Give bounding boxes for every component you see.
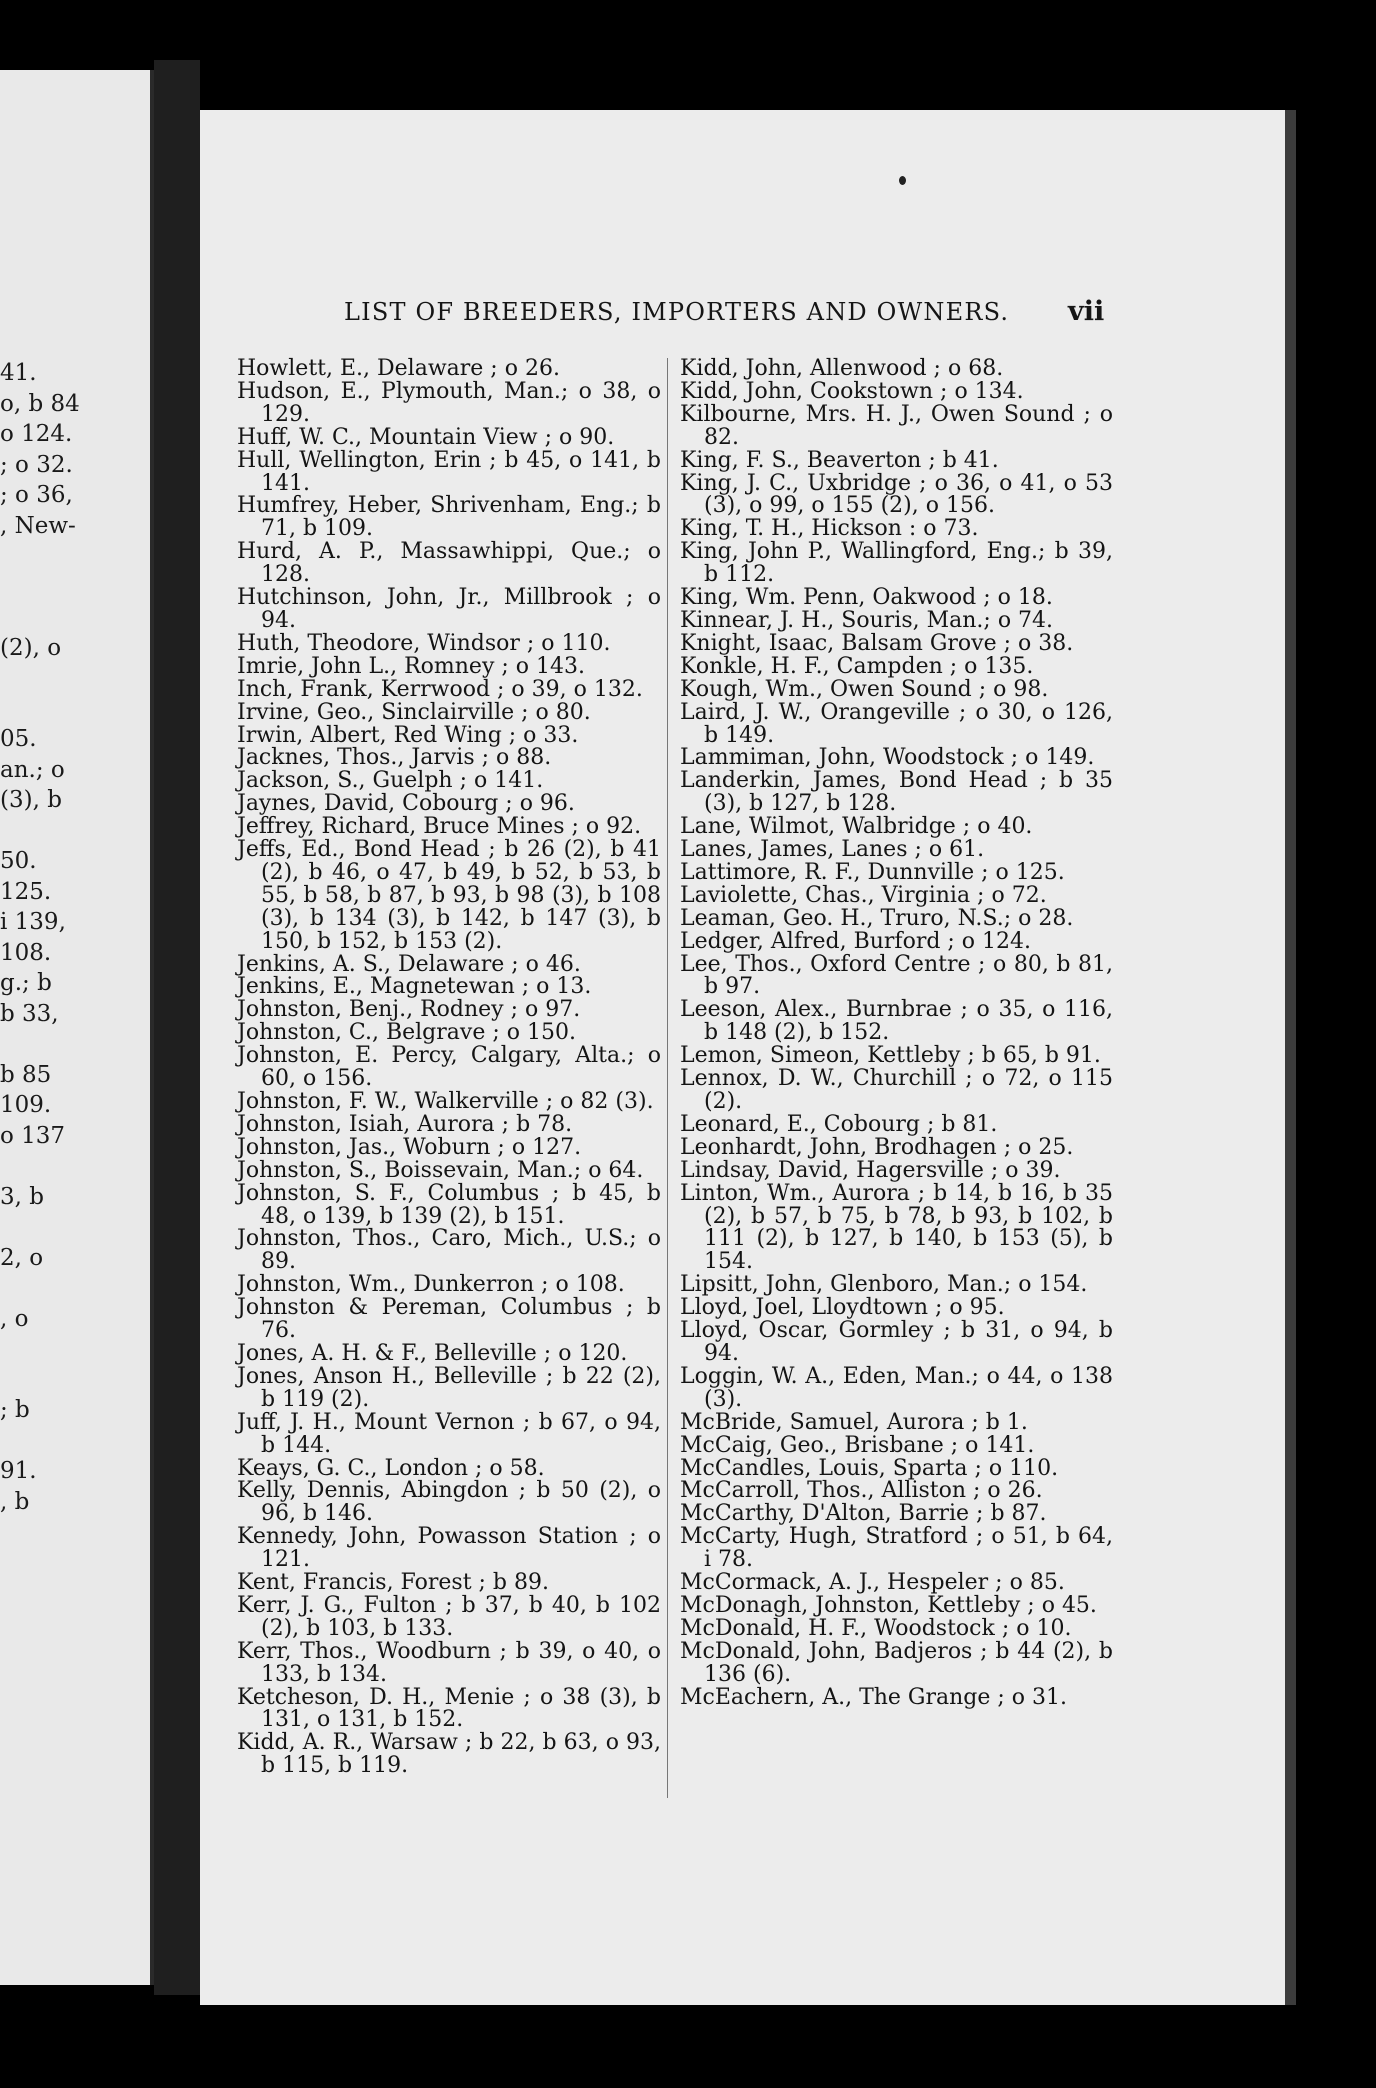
index-entry: Jaynes, David, Cobourg ; o 96. xyxy=(237,791,575,817)
facing-page-fragment xyxy=(0,694,148,725)
index-entry: Jeffs, Ed., Bond Head ; b 26 (2), b 41 (2), b 46, o 47, b 49, b 52, b 53, b 55, b 58, b 87, b 93, b 98 (3), b 108 (3), b 134 (3), b 142, b 147 (3), b 150, b 152, b 153 (2). xyxy=(237,837,661,954)
index-entry: Lindsay, David, Hagersville ; o 39. xyxy=(680,1157,1061,1183)
facing-page-edge xyxy=(0,70,154,1985)
index-entry: Lipsitt, John, Glenboro, Man.; o 154. xyxy=(680,1272,1088,1298)
facing-page-fragment: , b xyxy=(0,1488,30,1515)
facing-page-fragment: ; b xyxy=(0,1397,30,1423)
index-entry: Johnston, C., Belgrave ; o 150. xyxy=(237,1020,576,1046)
index-entry: Kilbourne, Mrs. H. J., Owen Sound ; o 82. xyxy=(680,401,1113,450)
index-entry: Lammiman, John, Woodstock ; o 149. xyxy=(680,745,1095,771)
index-entry: Kough, Wm., Owen Sound ; o 98. xyxy=(680,676,1049,702)
index-entry: Irwin, Albert, Red Wing ; o 33. xyxy=(237,722,579,748)
index-entry: Hutchinson, John, Jr., Millbrook ; o 94. xyxy=(237,585,661,633)
facing-page-fragment: ; o 36, xyxy=(0,482,73,508)
page-number: vii xyxy=(1068,296,1105,327)
facing-page-fragment: b 85 xyxy=(0,1061,52,1088)
index-entry: Lattimore, R. F., Dunnville ; o 125. xyxy=(680,859,1065,885)
index-entry: Johnston, Isiah, Aurora ; b 78. xyxy=(237,1111,573,1137)
facing-page-fragment: 125. xyxy=(0,878,52,905)
facing-page-fragment xyxy=(0,1365,148,1396)
index-entry: Laviolette, Chas., Virginia ; o 72. xyxy=(680,882,1047,908)
index-column-left xyxy=(237,358,661,1778)
index-entry: Lloyd, Oscar, Gormley ; b 31, o 94, b 94. xyxy=(680,1318,1113,1366)
index-entry: Johnston, S. F., Columbus ; b 45, b 48, o 139, b 139 (2), b 151. xyxy=(237,1180,661,1229)
facing-page-fragment: (2), o xyxy=(0,634,62,661)
index-entry: Lennox, D. W., Churchill ; o 72, o 115 (2). xyxy=(680,1066,1113,1114)
facing-page-fragment: 50. xyxy=(0,848,37,874)
facing-page-fragment: o 124. xyxy=(0,421,73,447)
index-entry: Jeffrey, Richard, Bruce Mines ; o 92. xyxy=(237,814,642,840)
index-entry: Kelly, Dennis, Abingdon ; b 50 (2), o 96, b 146. xyxy=(237,1478,661,1527)
index-entry: Jenkins, E., Magnetewan ; o 13. xyxy=(237,974,592,1000)
index-entry: Johnston, Jas., Woburn ; o 127. xyxy=(237,1134,582,1160)
book-gutter xyxy=(154,60,200,1995)
ink-spot xyxy=(899,176,906,185)
index-entry: Kidd, John, Cookstown ; o 134. xyxy=(680,378,1024,404)
index-entry: Leonard, E., Cobourg ; b 81. xyxy=(680,1111,998,1137)
index-entry: Johnston, F. W., Walkerville ; o 82 (3). xyxy=(237,1089,654,1114)
facing-page-fragment xyxy=(0,602,148,633)
facing-page-fragment xyxy=(0,816,148,847)
index-entry: McDonald, John, Badjeros ; b 44 (2), b 136 (6). xyxy=(680,1638,1113,1687)
facing-page-fragment: o 137 xyxy=(0,1122,66,1149)
index-entry: McCaig, Geo., Brisbane ; o 141. xyxy=(680,1432,1035,1458)
index-entry: McCormack, A. J., Hespeler ; o 85. xyxy=(680,1570,1065,1596)
index-entry: King, T. H., Hickson : o 73. xyxy=(680,516,979,542)
facing-page-fragments xyxy=(0,358,148,1517)
index-entry: Konkle, H. F., Campden ; o 135. xyxy=(680,653,1034,679)
index-entry: Kidd, A. R., Warsaw ; b 22, b 63, o 93, b 115, b 119. xyxy=(237,1730,661,1779)
facing-page-fragment xyxy=(0,541,148,572)
index-entry: McEachern, A., The Grange ; o 31. xyxy=(680,1684,1068,1710)
index-entry: King, F. S., Beaverton ; b 41. xyxy=(680,447,999,473)
facing-page-fragment: an.; o xyxy=(0,756,65,783)
facing-page-fragment: o, b 84 xyxy=(0,390,80,417)
index-entry: Huth, Theodore, Windsor ; o 110. xyxy=(237,630,611,656)
index-entry: Kinnear, J. H., Souris, Man.; o 74. xyxy=(680,607,1054,633)
facing-page-fragment: i 139, xyxy=(0,909,66,935)
index-entry: Kent, Francis, Forest ; b 89. xyxy=(237,1570,549,1596)
index-entry: Imrie, John L., Romney ; o 143. xyxy=(237,653,586,679)
index-entry: Johnston, Benj., Rodney ; o 97. xyxy=(237,997,581,1023)
index-entry: Leaman, Geo. H., Truro, N.S.; o 28. xyxy=(680,905,1074,931)
index-entry: McDonagh, Johnston, Kettleby ; o 45. xyxy=(680,1592,1097,1618)
index-entry: McBride, Samuel, Aurora ; b 1. xyxy=(680,1409,1028,1435)
facing-page-fragment: 3, b xyxy=(0,1183,44,1210)
index-entry: Kennedy, John, Powasson Station ; o 121. xyxy=(237,1524,661,1573)
facing-page-fragment xyxy=(0,1151,148,1182)
index-entry: Irvine, Geo., Sinclairville ; o 80. xyxy=(237,699,591,725)
index-entry: King, Wm. Penn, Oakwood ; o 18. xyxy=(680,585,1053,611)
index-entry: Hull, Wellington, Erin ; b 45, o 141, b 141. xyxy=(237,447,661,496)
facing-page-fragment xyxy=(0,1212,148,1243)
index-entry: McCandles, Louis, Sparta ; o 110. xyxy=(680,1455,1059,1481)
index-entry: Ledger, Alfred, Burford ; o 124. xyxy=(680,928,1032,954)
index-entry: Kerr, J. G., Fulton ; b 37, b 40, b 102 (2), b 103, b 133. xyxy=(237,1592,661,1641)
index-entry: Laird, J. W., Orangeville ; o 30, o 126, b 149. xyxy=(680,699,1113,748)
index-entry: McCarthy, D'Alton, Barrie ; b 87. xyxy=(680,1501,1047,1527)
index-entry: Keays, G. C., London ; o 58. xyxy=(237,1455,545,1481)
facing-page-fragment: 109. xyxy=(0,1092,52,1118)
index-entry: Jenkins, A. S., Delaware ; o 46. xyxy=(237,951,581,977)
facing-page-fragment: 91. xyxy=(0,1458,37,1484)
index-entry: McCarty, Hugh, Stratford ; o 51, b 64, i 78. xyxy=(680,1524,1113,1573)
index-entry: Ketcheson, D. H., Menie ; o 38 (3), b 131, o 131, b 152. xyxy=(237,1684,661,1733)
index-entry: Johnston, E. Percy, Calgary, Alta.; o 60, o 156. xyxy=(237,1043,661,1092)
index-entry: Juff, J. H., Mount Vernon ; b 67, o 94, b 144. xyxy=(237,1409,661,1458)
index-entry: Leeson, Alex., Burnbrae ; o 35, o 116, b 148 (2), b 152. xyxy=(680,997,1113,1046)
index-entry: Humfrey, Heber, Shrivenham, Eng.; b 71, b 109. xyxy=(237,493,661,542)
index-entry: Kerr, Thos., Woodburn ; b 39, o 40, o 133, b 134. xyxy=(237,1638,661,1687)
facing-page-fragment xyxy=(0,1029,148,1060)
index-entry: Kidd, John, Allenwood ; o 68. xyxy=(680,356,1004,381)
page-edge-shadow xyxy=(1285,110,1296,2005)
facing-page-fragment: , New- xyxy=(0,512,76,539)
index-entry: Jacknes, Thos., Jarvis ; o 88. xyxy=(237,745,552,771)
index-entry: Lane, Wilmot, Walbridge ; o 40. xyxy=(680,814,1033,840)
index-entry: Johnston & Pereman, Columbus ; b 76. xyxy=(237,1295,661,1344)
index-entry: Leonhardt, John, Brodhagen ; o 25. xyxy=(680,1134,1074,1160)
index-entry: McCarroll, Thos., Alliston ; o 26. xyxy=(680,1478,1043,1504)
index-entry: Landerkin, James, Bond Head ; b 35 (3), b 127, b 128. xyxy=(680,768,1113,817)
index-entry: McDonald, H. F., Woodstock ; o 10. xyxy=(680,1615,1072,1641)
index-entry: Johnston, Wm., Dunkerron ; o 108. xyxy=(237,1272,625,1298)
index-column-right xyxy=(680,358,1113,1709)
facing-page-fragment: b 33, xyxy=(0,1000,59,1027)
index-entry: Jackson, S., Guelph ; o 141. xyxy=(237,768,544,794)
index-entry: Loggin, W. A., Eden, Man.; o 44, o 138 (3). xyxy=(680,1363,1113,1412)
index-entry: Howlett, E., Delaware ; o 26. xyxy=(237,356,560,381)
index-entry: Lemon, Simeon, Kettleby ; b 65, b 91. xyxy=(680,1043,1101,1069)
column-rule xyxy=(667,358,668,1798)
index-entry: King, J. C., Uxbridge ; o 36, o 41, o 53 (3), o 99, o 155 (2), o 156. xyxy=(680,470,1113,519)
index-entry: Huff, W. C., Mountain View ; o 90. xyxy=(237,424,615,450)
index-entry: Jones, A. H. & F., Belleville ; o 120. xyxy=(237,1340,628,1366)
index-entry: Hurd, A. P., Massawhippi, Que.; o 128. xyxy=(237,539,661,588)
index-entry: Inch, Frank, Kerrwood ; o 39, o 132. xyxy=(237,676,643,702)
facing-page-fragment xyxy=(0,1273,148,1304)
facing-page-fragment xyxy=(0,1426,148,1457)
index-entry: Knight, Isaac, Balsam Grove ; o 38. xyxy=(680,630,1074,656)
facing-page-fragment: (3), b xyxy=(0,787,62,813)
index-entry: Johnston, Thos., Caro, Mich., U.S.; o 89. xyxy=(237,1226,661,1275)
index-entry: Linton, Wm., Aurora ; b 14, b 16, b 35 (2), b 57, b 75, b 78, b 93, b 102, b 111 (2), b 127, b 140, b 153 (5), b 154. xyxy=(680,1180,1113,1275)
index-entry: Lee, Thos., Oxford Centre ; o 80, b 81, b 97. xyxy=(680,951,1113,1000)
facing-page-fragment xyxy=(0,572,148,603)
index-entry: Jones, Anson H., Belleville ; b 22 (2), b 119 (2). xyxy=(237,1363,661,1412)
index-entry: Hudson, E., Plymouth, Man.; o 38, o 129. xyxy=(237,378,661,427)
running-head: LIST OF BREEDERS, IMPORTERS AND OWNERS. xyxy=(344,298,1010,326)
index-entry: Johnston, S., Boissevain, Man.; o 64. xyxy=(237,1157,644,1183)
facing-page-fragment xyxy=(0,663,148,694)
facing-page-fragment: 108. xyxy=(0,939,52,966)
facing-page-fragment: ; o 32. xyxy=(0,451,73,478)
index-entry: Lanes, James, Lanes ; o 61. xyxy=(680,837,985,863)
facing-page-fragment xyxy=(0,1334,148,1365)
index-entry: Lloyd, Joel, Lloydtown ; o 95. xyxy=(680,1295,1005,1321)
index-entry: King, John P., Wallingford, Eng.; b 39, b 112. xyxy=(680,539,1113,588)
facing-page-fragment: 05. xyxy=(0,726,37,752)
facing-page-fragment: g.; b xyxy=(0,970,52,996)
facing-page-fragment: 2, o xyxy=(0,1244,44,1271)
facing-page-fragment: 41. xyxy=(0,360,37,386)
facing-page-fragment: , o xyxy=(0,1305,29,1332)
